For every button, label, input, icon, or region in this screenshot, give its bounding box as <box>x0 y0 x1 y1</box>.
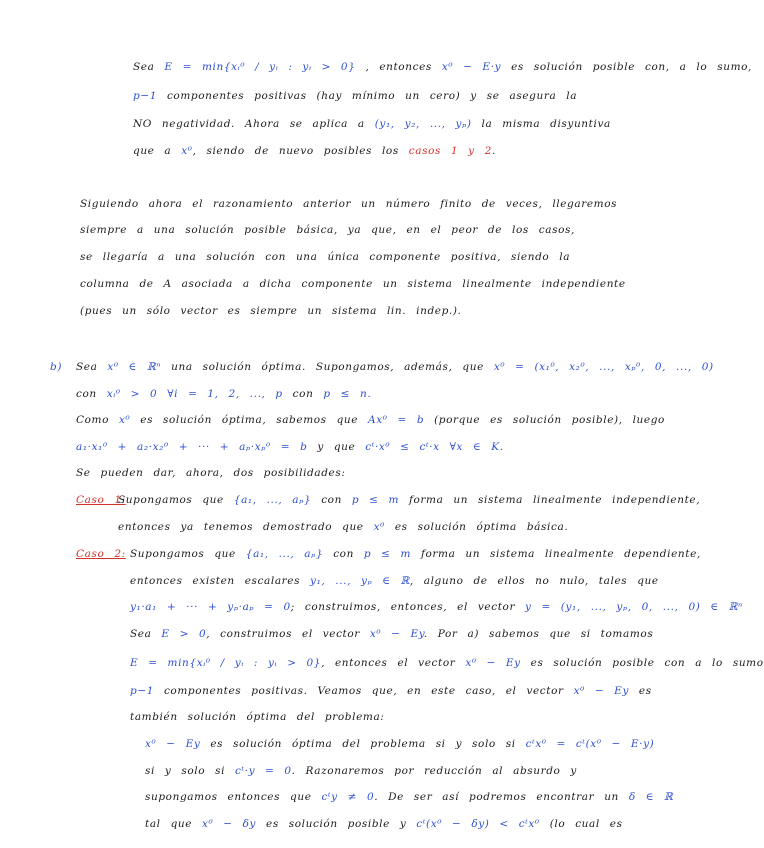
case2-line-2: entonces existen escalares y₁, ..., yₚ ∈ ℝ, alguno de ellos no nulo, tales que <box>130 575 659 587</box>
case2-label: Caso 2: <box>76 548 126 560</box>
proof-line-1: x⁰ − Ey es solución óptima del problema si y solo si cᵗx⁰ = cᵗ(x⁰ − E·y) <box>145 738 655 750</box>
block1-line-3: NO negatividad. Ahora se aplica a (y₁, y₂, ..., yₚ) la misma disyuntiva <box>133 118 611 130</box>
case2-line-3: y₁·a₁ + ··· + yₚ·aₚ = 0; construimos, entonces, el vector y = (y₁, ..., yₚ, 0, ..., 0) ∈ ℝⁿ <box>130 601 743 613</box>
case1-label: Caso 1: <box>76 494 126 506</box>
b-line-2: con xᵢ⁰ > 0 ∀i = 1, 2, ..., p con p ≤ n. <box>76 388 372 400</box>
b-line-5: Se pueden dar, ahora, dos posibilidades: <box>76 467 346 479</box>
block1-line-1: Sea E = min{xᵢ⁰ / yᵢ : yᵢ > 0} , entonces x⁰ − E·y es solución posible con, a lo sumo, <box>133 61 752 73</box>
case2-line-6: p−1 componentes positivas. Veamos que, en este caso, el vector x⁰ − Ey es <box>130 685 652 697</box>
case1-line-1: Supongamos que {a₁, ..., aₚ} con p ≤ m forma un sistema linealmente independiente, <box>118 494 701 506</box>
block1-line-4: que a x⁰, siendo de nuevo posibles los casos 1 y 2. <box>133 145 496 157</box>
proof-line-2: si y solo si cᵗ·y = 0. Razonaremos por reducción al absurdo y <box>145 765 577 777</box>
proof-line-4: tal que x⁰ − δy es solución posible y cᵗ(x⁰ − δy) < cᵗx⁰ (lo cual es <box>145 818 623 830</box>
case2-line-4: Sea E > 0, construimos el vector x⁰ − Ey. Por a) sabemos que si tomamos <box>130 628 654 640</box>
block2-line-2: siempre a una solución posible básica, ya que, en el peor de los casos, <box>80 224 575 236</box>
b-line-3: Como x⁰ es solución óptima, sabemos que Ax⁰ = b (porque es solución posible), luego <box>76 414 665 426</box>
block2-line-3: se llegaría a una solución con una única componente positiva, siendo la <box>80 251 571 263</box>
case2-line-5: E = min{xᵢ⁰ / yᵢ : yᵢ > 0}, entonces el vector x⁰ − Ey es solución posible con a lo sumo <box>130 657 764 669</box>
block1-line-2: p−1 componentes positivas (hay mínimo un cero) y se asegura la <box>133 90 578 102</box>
case2-line-1: Supongamos que {a₁, ..., aₚ} con p ≤ m forma un sistema linealmente dependiente, <box>130 548 701 560</box>
b-line-1: Sea x⁰ ∈ ℝⁿ una solución óptima. Supongamos, además, que x⁰ = (x₁⁰, x₂⁰, ..., xₚ⁰, 0, ..., 0) <box>76 361 714 373</box>
block2-line-5: (pues un sólo vector es siempre un sistema lin. indep.). <box>80 305 462 317</box>
case2-line-7: también solución óptima del problema: <box>130 711 385 723</box>
b-line-4: a₁·x₁⁰ + a₂·x₂⁰ + ··· + aₚ·xₚ⁰ = b y que cᵗ·x⁰ ≤ cᵗ·x ∀x ∈ K. <box>76 441 504 453</box>
block2-line-4: columna de A asociada a dicha componente un sistema linealmente independiente <box>80 278 626 290</box>
case1-line-2: entonces ya tenemos demostrado que x⁰ es solución óptima básica. <box>118 521 569 533</box>
block2-line-1: Siguiendo ahora el razonamiento anterior un número finito de veces, llegaremos <box>80 198 618 210</box>
proof-line-3: supongamos entonces que cᵗy ≠ 0. De ser así podremos encontrar un δ ∈ ℝ <box>145 791 674 803</box>
section-b-label: b) <box>50 361 63 373</box>
